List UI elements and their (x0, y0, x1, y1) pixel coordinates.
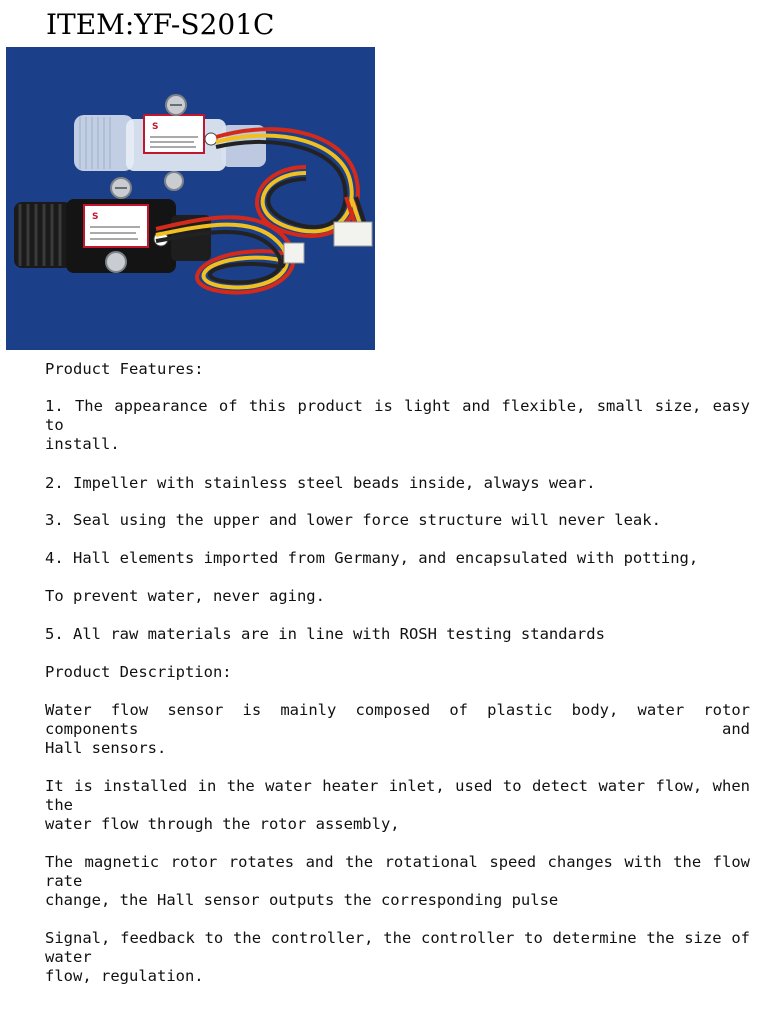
description-heading: Product Description: (45, 663, 232, 681)
description-p4-line-1: Signal, feedback to the controller, the controller to determine the size of water (45, 929, 750, 966)
feature-item-3: 3. Seal using the upper and lower force structure will never leak. (45, 511, 661, 529)
description-p3-line-2: change, the Hall sensor outputs the corresponding pulse (45, 891, 559, 909)
svg-text:S: S (92, 212, 99, 222)
feature-item-1-line-2: install. (45, 435, 120, 453)
description-p2-line-1: It is installed in the water heater inlet, used to detect water flow, when the (45, 777, 750, 814)
feature-item-4-line-1: 4. Hall elements imported from Germany, and encapsulated with potting, (45, 549, 699, 567)
connector-plug (334, 222, 372, 246)
feature-item-5: 5. All raw materials are in line with ROSH testing standards (45, 625, 605, 643)
feature-item-1-line-1: 1. The appearance of this product is light and flexible, small size, easy to (45, 397, 750, 434)
description-p1-line-1: Water flow sensor is mainly composed of plastic body, water rotor components and (45, 701, 750, 738)
description-p2-line-2: water flow through the rotor assembly, (45, 815, 400, 833)
description-p4-line-2: flow, regulation. (45, 967, 204, 985)
feature-item-2: 2. Impeller with stainless steel beads inside, always wear. (45, 474, 596, 492)
features-heading: Product Features: (45, 360, 204, 378)
page-title: ITEM:YF-S201C (46, 8, 275, 41)
description-p3-line-1: The magnetic rotor rotates and the rotational speed changes with the flow rate (45, 853, 750, 890)
product-photo (6, 47, 375, 350)
svg-text:S: S (152, 122, 159, 132)
connector-plug-small (284, 243, 304, 263)
description-p1-line-2: Hall sensors. (45, 739, 167, 757)
feature-item-4-line-2: To prevent water, never aging. (45, 587, 325, 605)
flow-sensor-illustration (6, 47, 375, 350)
